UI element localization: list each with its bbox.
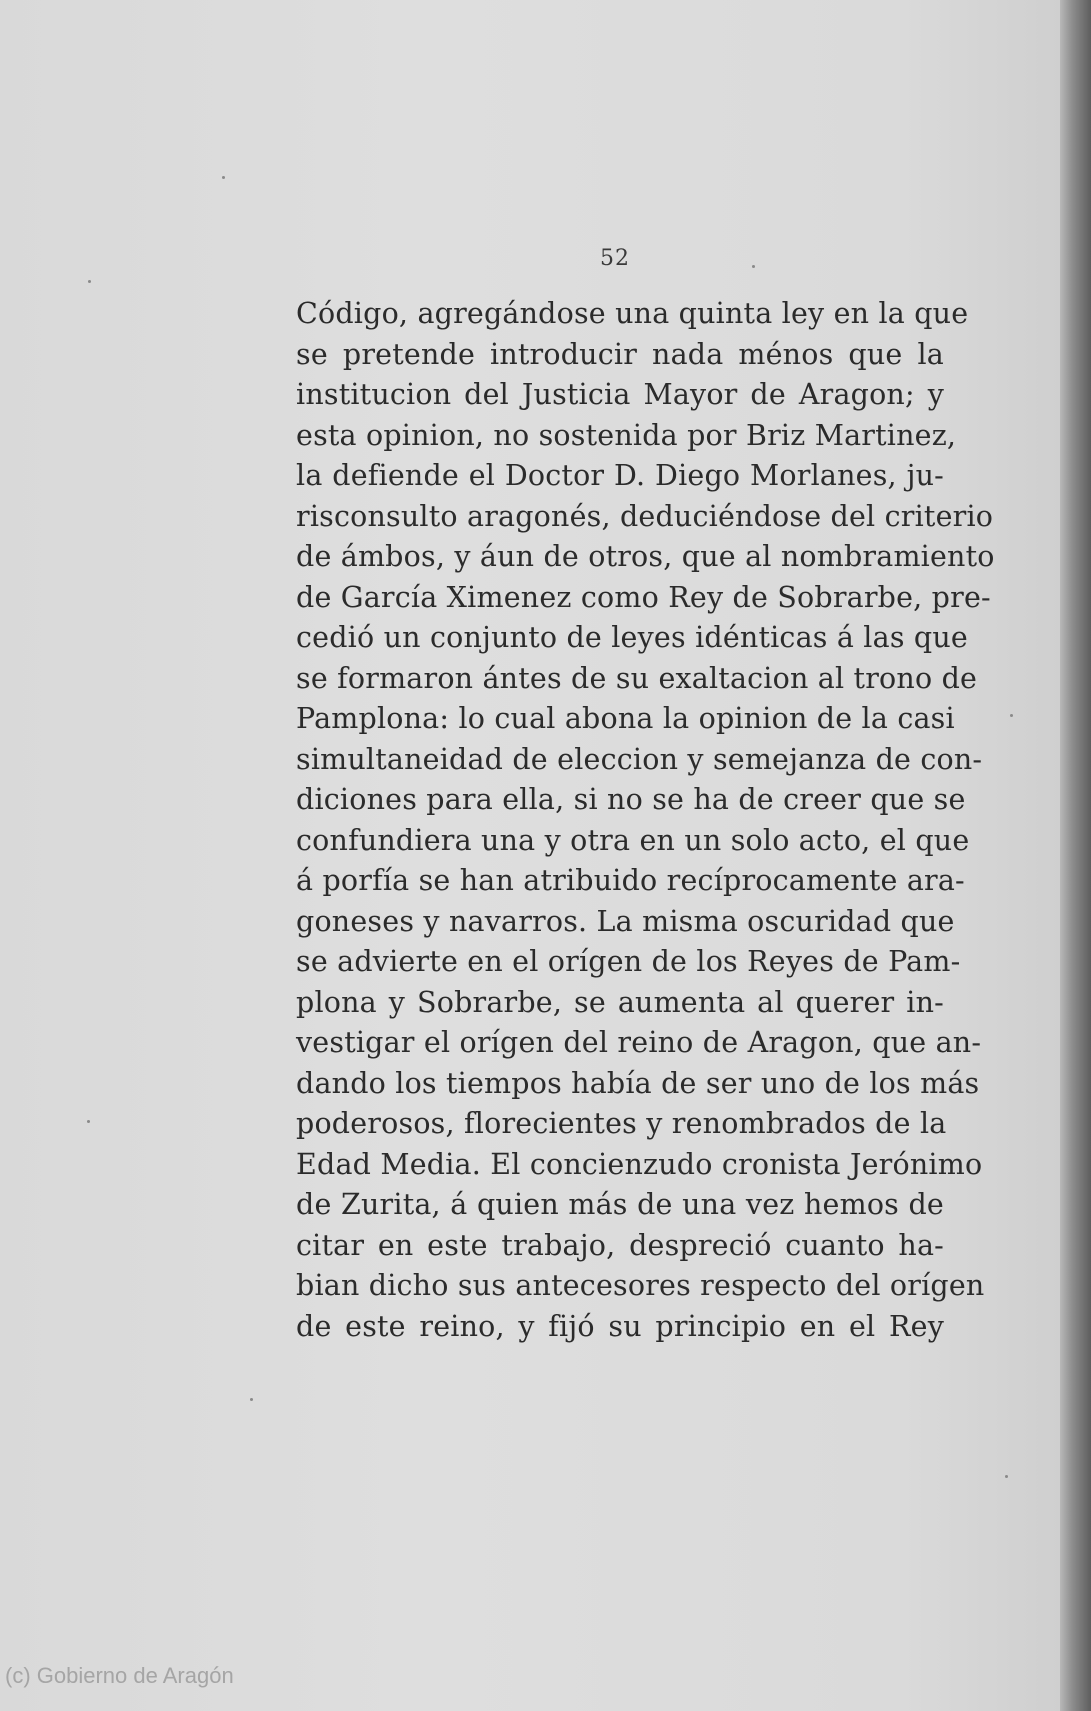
book-binding-edge <box>1060 0 1091 1711</box>
paper-speck <box>1005 1475 1008 1478</box>
text-line: bian dicho sus antecesores respecto del orígen <box>296 1269 985 1302</box>
paper-speck <box>1010 714 1013 717</box>
text-line: la defiende el Doctor D. Diego Morlanes, ju- <box>296 459 944 492</box>
text-line: diciones para ella, si no se ha de creer que se <box>296 783 966 816</box>
text-line: simultaneidad de eleccion y semejanza de con- <box>296 742 983 776</box>
text-line: citar en este trabajo, despreció cuanto ha- <box>296 1228 944 1262</box>
text-line: goneses y navarros. La misma oscuridad que <box>296 904 955 938</box>
text-line: Edad Media. El concienzudo cronista Jerónimo <box>296 1147 983 1181</box>
copyright-watermark: (c) Gobierno de Aragón <box>5 1663 234 1688</box>
text-line: institucion del Justicia Mayor de Aragon; y <box>296 378 944 411</box>
text-line: cedió un conjunto de leyes idénticas á las que <box>296 621 968 654</box>
text-line: de García Ximenez como Rey de Sobrarbe, pre- <box>296 580 991 614</box>
text-line: risconsulto aragonés, deduciéndose del criterio <box>296 499 994 533</box>
paper-speck <box>222 176 225 179</box>
text-line: de este reino, y fijó su principio en el Rey <box>296 1309 944 1343</box>
text-line: se formaron ántes de su exaltacion al trono de <box>296 661 978 695</box>
text-line: Código, agregándose una quinta ley en la que <box>296 297 969 330</box>
text-line: dando los tiempos había de ser uno de los más <box>296 1066 980 1100</box>
page-number: 52 <box>600 246 630 271</box>
text-line: de Zurita, á quien más de una vez hemos de <box>296 1188 944 1221</box>
text-line: plona y Sobrarbe, se aumenta al querer in- <box>296 985 944 1019</box>
paper-speck <box>250 1398 253 1401</box>
text-line: de ámbos, y áun de otros, que al nombramiento <box>296 540 995 573</box>
paper-speck <box>88 280 91 283</box>
text-line: se pretende introducir nada ménos que la <box>296 337 944 371</box>
text-line: esta opinion, no sostenida por Briz Martinez, <box>296 418 957 452</box>
text-line: á porfía se han atribuido recíprocamente ara- <box>296 864 965 897</box>
text-line: se advierte en el orígen de los Reyes de Pam- <box>296 945 961 978</box>
text-line: vestigar el orígen del reino de Aragon, que an- <box>296 1026 982 1059</box>
text-line: confundiera una y otra en un solo acto, el que <box>296 823 970 857</box>
paper-speck <box>87 1120 90 1123</box>
body-text <box>296 294 995 1347</box>
text-line: Pamplona: lo cual abona la opinion de la casi <box>296 702 955 735</box>
text-line: poderosos, florecientes y renombrados de la <box>296 1107 947 1140</box>
